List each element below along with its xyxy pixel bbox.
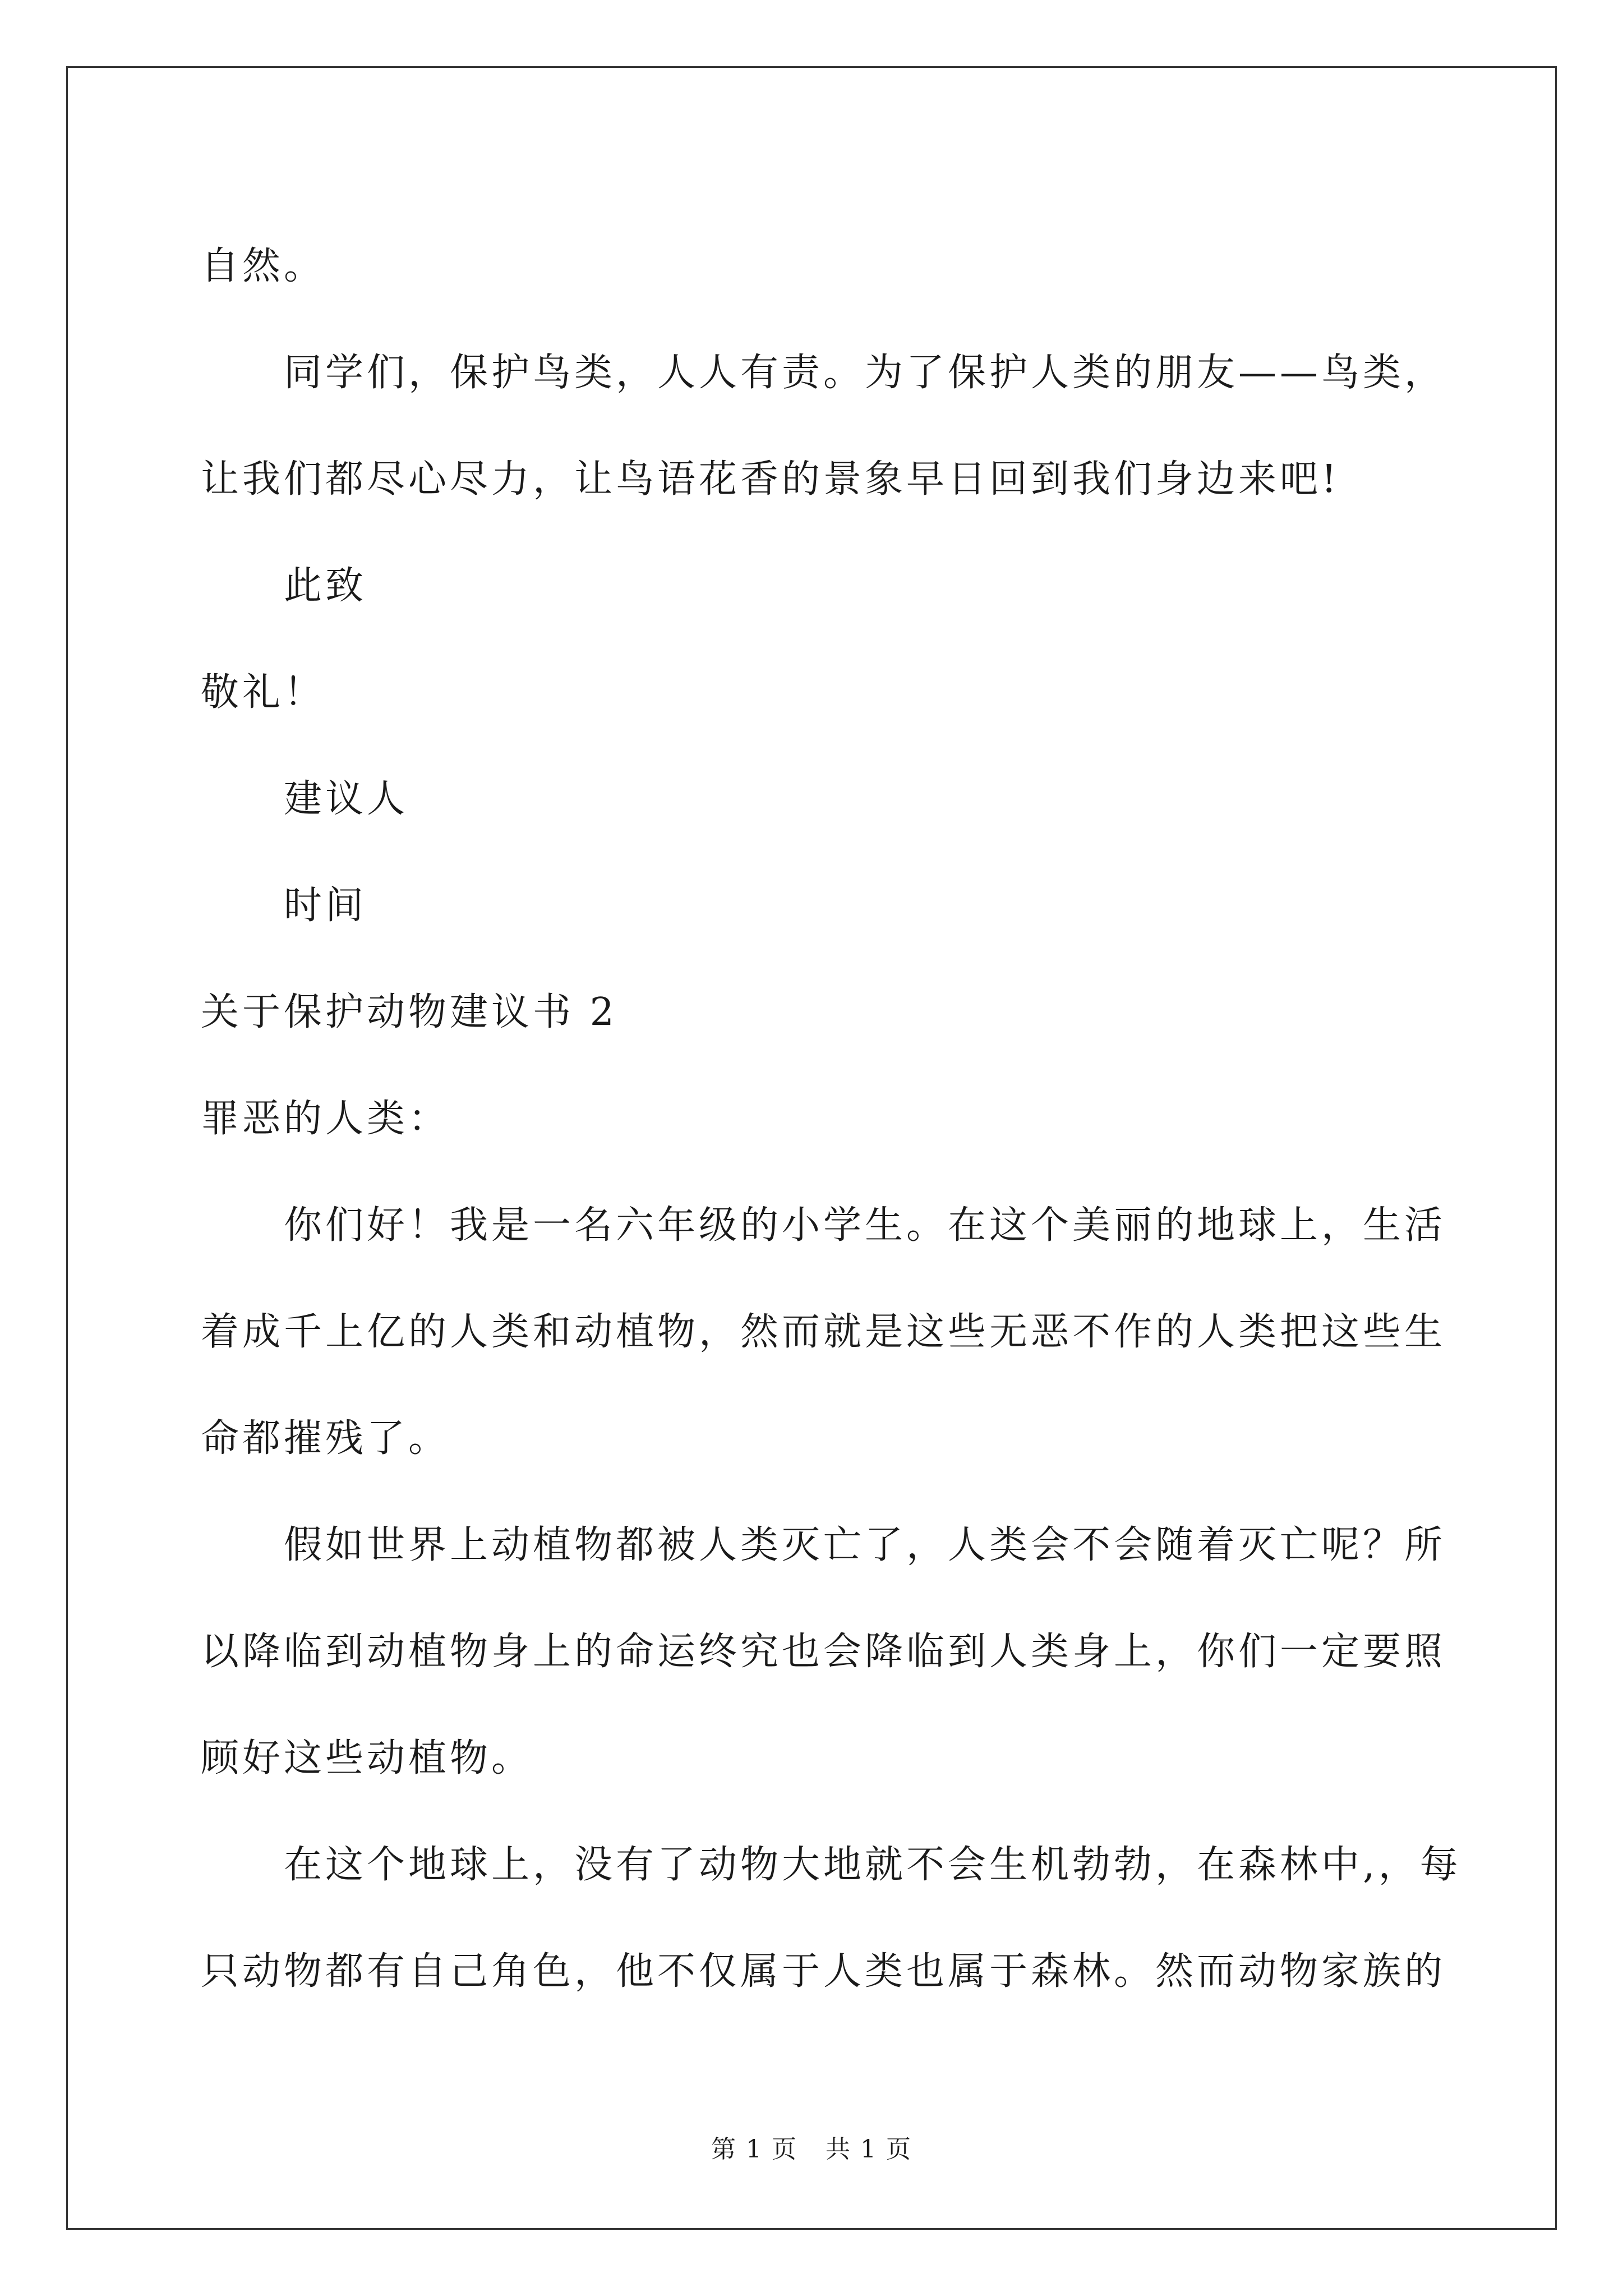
closing-salutation: 此致	[284, 564, 367, 608]
page-footer	[0, 2129, 1623, 2165]
paragraph-line: 同学们，保护鸟类，人人有责。为了保护人类的朋友——鸟类，	[284, 351, 1446, 395]
paragraph-line: 只动物都有自己角色，他不仅属于人类也属于森林。然而动物家族的	[201, 1949, 1446, 1994]
page-total: 共 1 页	[826, 2135, 912, 2164]
paragraph-line: 着成千上亿的人类和动植物，然而就是这些无恶不作的人类把这些生	[201, 1310, 1446, 1354]
paragraph-line: 让我们都尽心尽力，让鸟语花香的景象早日回到我们身边来吧!	[201, 457, 1340, 501]
paragraph-line: 假如世界上动植物都被人类灭亡了，人类会不会随着灭亡呢？所	[284, 1523, 1446, 1567]
signature-label: 建议人	[284, 777, 409, 821]
paragraph-line: 在这个地球上，没有了动物大地就不会生机勃勃，在森林中,，每	[284, 1843, 1461, 1887]
letter-greeting: 罪恶的人类：	[201, 1097, 450, 1141]
document-body	[201, 213, 1461, 2025]
paragraph-line: 自然。	[201, 244, 326, 288]
section-title: 关于保护动物建议书 2	[201, 990, 617, 1034]
paragraph-line: 以降临到动植物身上的命运终究也会降临到人类身上，你们一定要照	[201, 1630, 1446, 1674]
page-number: 第 1 页	[711, 2135, 797, 2164]
paragraph-line: 命都摧残了。	[201, 1416, 450, 1461]
paragraph-line: 你们好！我是一名六年级的小学生。在这个美丽的地球上，生活	[284, 1203, 1446, 1248]
paragraph-line: 顾好这些动植物。	[201, 1736, 533, 1780]
date-label: 时间	[284, 884, 367, 928]
closing-regards: 敬礼！	[201, 670, 326, 715]
